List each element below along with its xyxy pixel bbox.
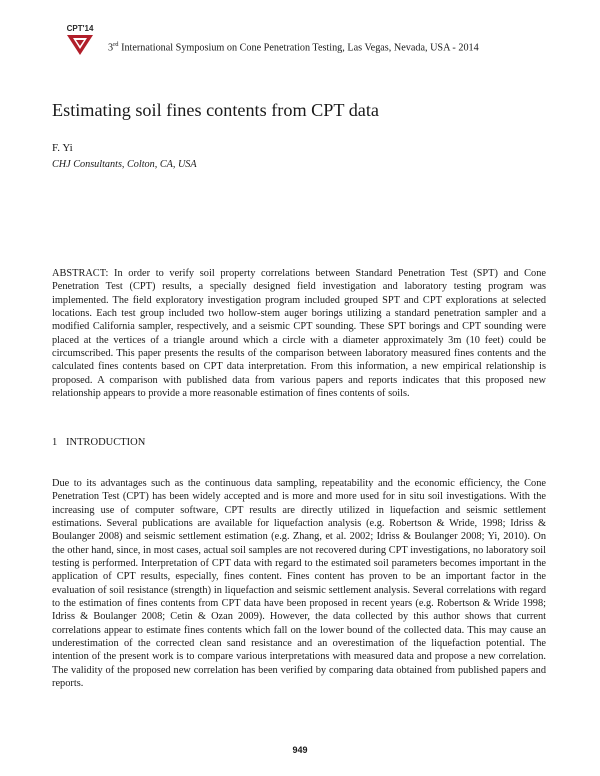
logo-text: CPT'14: [66, 24, 94, 33]
edition-suffix: rd: [113, 41, 119, 48]
abstract-paragraph: ABSTRACT: In order to verify soil property correlations between Standard Penetration Test (SPT) and Cone Penetration Test (CPT) results, a specially designed field investigation and laboratory testing program was implemented. The field exploratory investigation program included grouped SPT and CPT explorations at selected locations. Each test group included two hollow-stem auger borings utilizing a standard penetration sampler and a modified California sampler, respectively, and a seismic CPT sounding. These SPT borings and CPT sounding were placed at the vertices of a triangle around which a circle with a diameter approximately 3m (10 feet) could be circumscribed. This paper presents the results of the comparison between laboratory measured fines contents and the calculated fines contents based on CPT data interpretation. From this information, a new empirical relationship is proposed. A comparison with published data from various papers and reports indicates that this proposed new relationship appears to provide a more reasonable estimation of fines contents of soils.: [52, 268, 546, 400]
page-number: 949: [292, 745, 308, 755]
introduction-paragraph: Due to its advantages such as the continuous data sampling, repeatability and the economic efficiency, the Cone Penetration Test (CPT) has been widely accepted and is more and more used for in situ soil investigations. With the increasing use of computer software, CPT results are directly utilized in liquefaction and seismic settlement estimations. Several publications are available for liquefaction analysis (e.g. Robertson & Wride, 1998; Idriss & Boulanger 2008) and seismic settlement estimation (e.g. Zhang, et al. 2002; Idriss & Boulanger 2008; Yi, 2010). On the other hand, since, in most cases, actual soil samples are not recovered during CPT investigations, no laboratory soil testing is performed. Interpretation of CPT data with regard to the estimated soil parameters becomes important in the application of CPT results, especially, fines content. Fines content has proven to be an important factor in the evaluation of soil resistance (strength) in liquefaction and seismic settlement analysis. Several correlations with regard to the estimation of fines contents from CPT data have been proposed in recent years (e.g. Robertson & Wride 1998; Idriss & Boulanger 2008; Cetin & Ozan 2009). However, the data collected by this author shows that current correlations appear to estimate fines contents which fall on the lower bound of the collected data. This may cause an underestimation of the corrected clean sand resistance and an overestimation of the liquefaction potential. The intention of the present work is to compare various interpretations with measured data and propose a new correlation. The validity of the proposed new correlation has been verified by comparing data obtained from published papers and reports.: [52, 478, 546, 690]
section-heading: [52, 437, 145, 448]
running-header: [108, 41, 479, 53]
section-title: INTRODUCTION: [66, 437, 146, 448]
author-affiliation: CHJ Consultants, Colton, CA, USA: [52, 159, 197, 170]
section-number: 1: [52, 437, 58, 448]
paper-title: Estimating soil fines contents from CPT data: [52, 100, 380, 120]
edition-number: 3: [108, 42, 114, 54]
conference-name: International Symposium on Cone Penetration Testing, Las Vegas, Nevada, USA - 2014: [118, 42, 479, 54]
author-name: F. Yi: [52, 142, 73, 154]
